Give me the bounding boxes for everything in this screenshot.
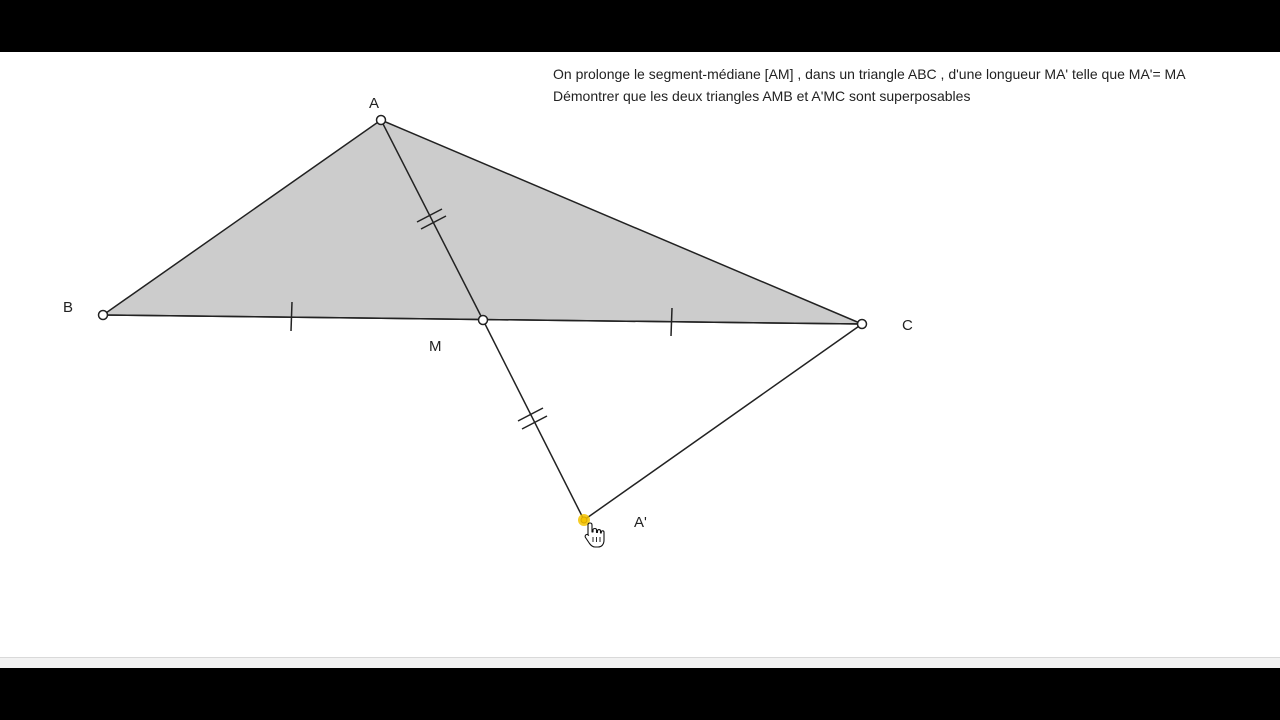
segment-a-prime-c xyxy=(584,324,862,520)
problem-line-1: On prolonge le segment-médiane [AM] , dans un triangle ABC , d'une longueur MA' telle que MA'= MA xyxy=(553,66,1186,82)
tick-ma-prime-2 xyxy=(522,416,547,429)
tick-bm xyxy=(291,302,292,331)
triangle-abc xyxy=(103,120,862,324)
label-c: C xyxy=(902,317,913,334)
problem-line-2: Démontrer que les deux triangles AMB et A'MC sont superposables xyxy=(553,88,971,104)
point-c[interactable] xyxy=(858,320,867,329)
point-a-prime[interactable] xyxy=(581,517,587,523)
letterbox-bottom xyxy=(0,668,1280,720)
segment-ma-prime xyxy=(483,320,584,520)
point-a[interactable] xyxy=(377,116,386,125)
label-b: B xyxy=(63,299,74,316)
label-a-prime: A' xyxy=(634,514,647,531)
label-a: A xyxy=(369,95,380,112)
point-m[interactable] xyxy=(479,316,488,325)
tick-ma-prime-1 xyxy=(518,408,543,421)
tick-mc xyxy=(671,308,672,336)
point-b[interactable] xyxy=(99,311,108,320)
label-m: M xyxy=(429,338,442,355)
hand-pointer-icon xyxy=(585,523,604,547)
